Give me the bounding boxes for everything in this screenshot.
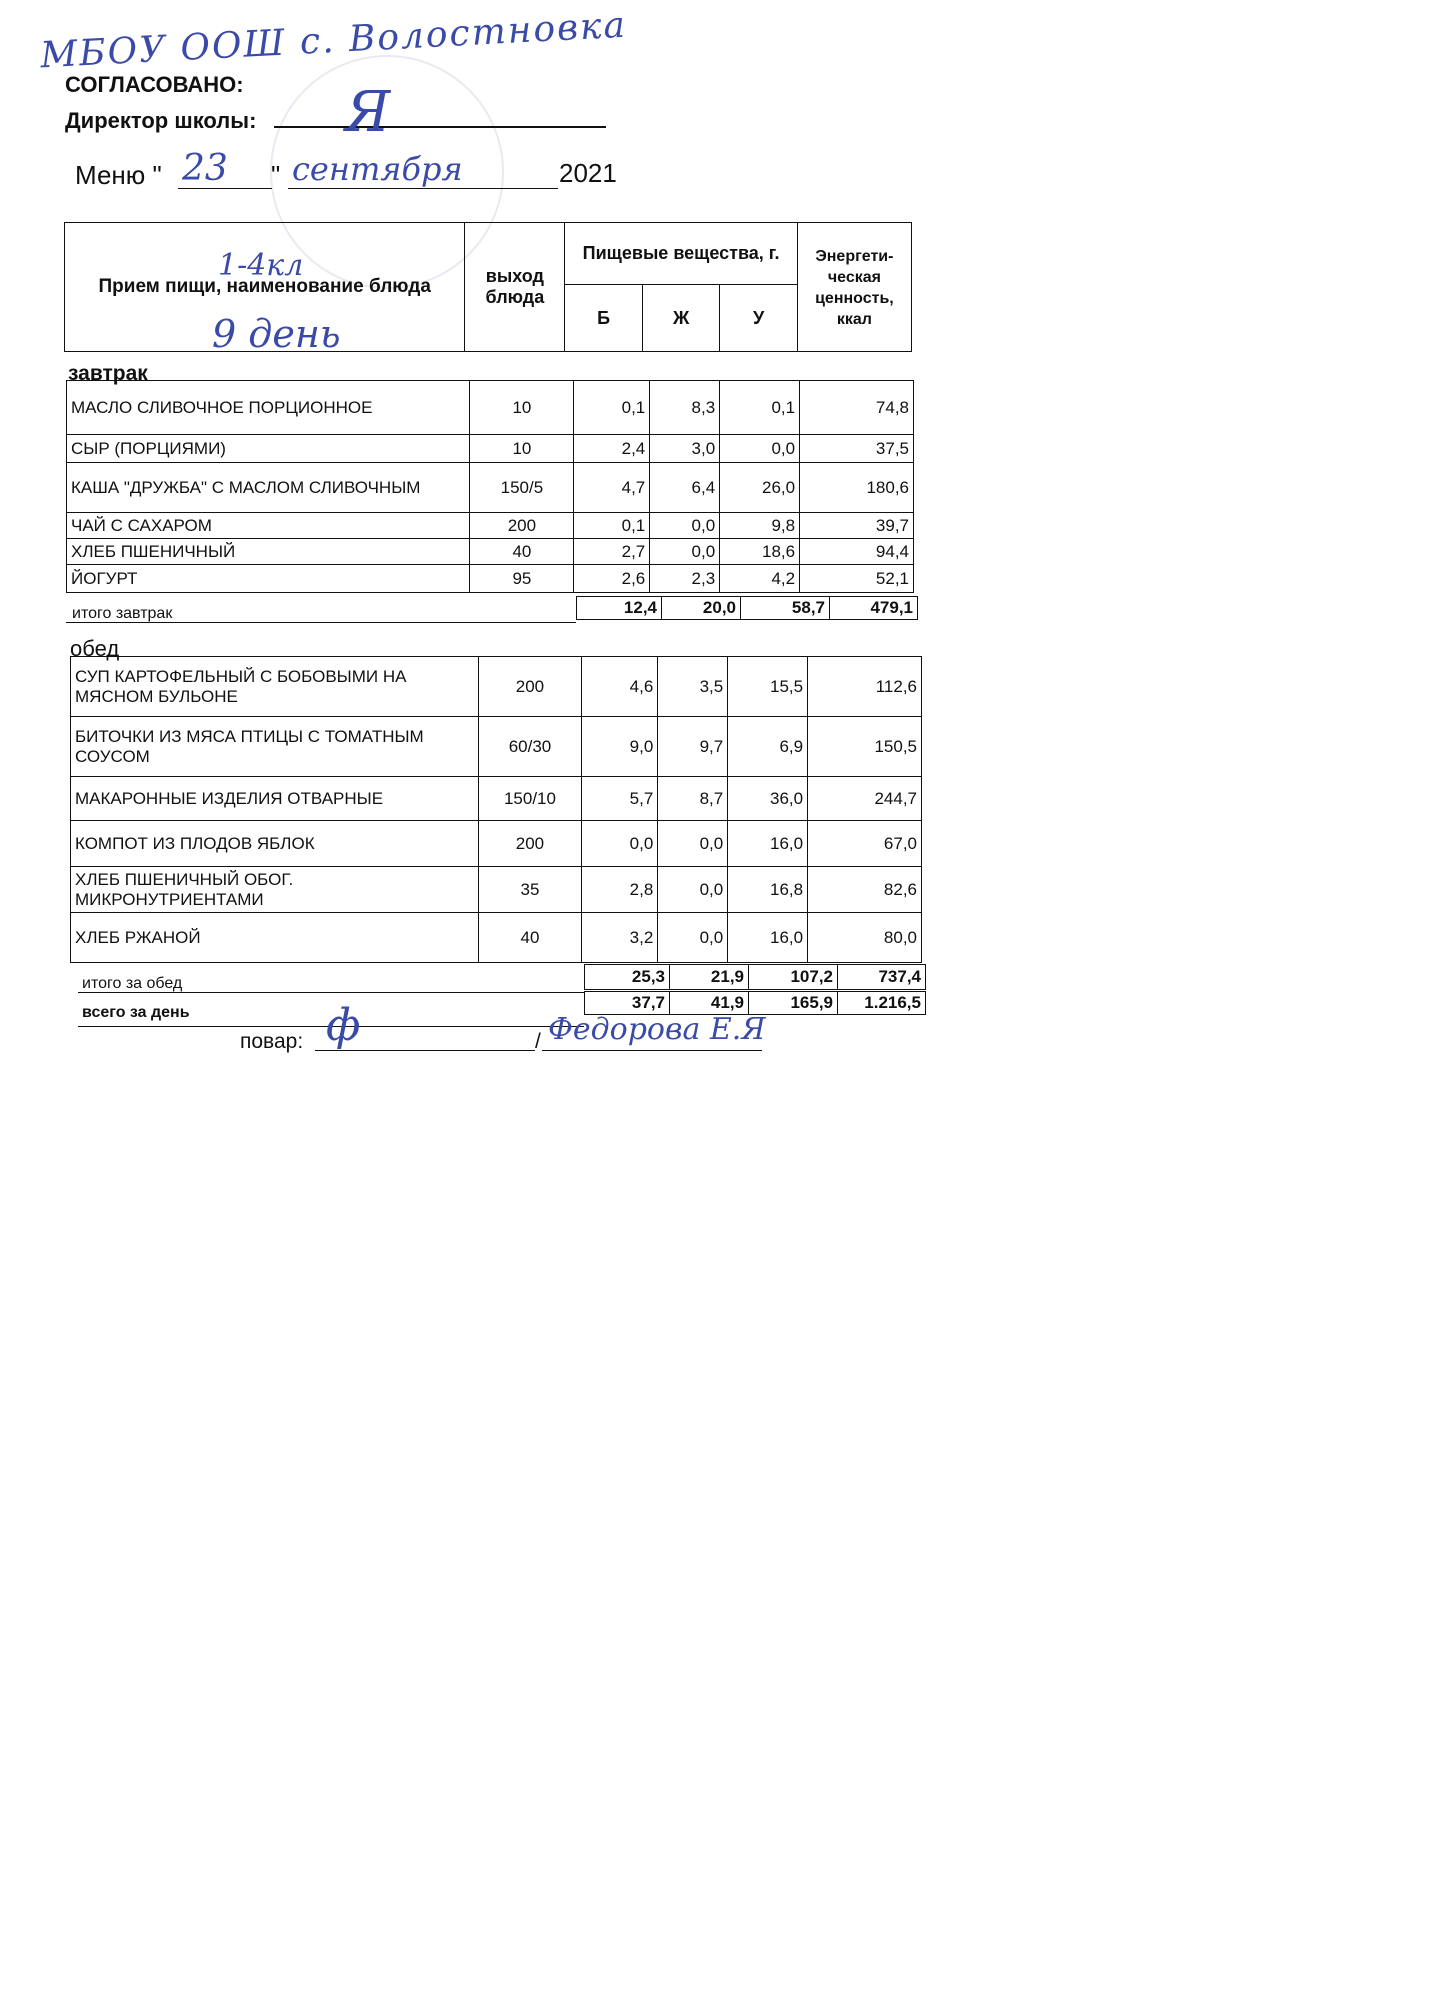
dish-zh: 0,0 bbox=[650, 539, 720, 565]
cook-signature: ф bbox=[326, 1000, 361, 1051]
lunch-total-row bbox=[584, 964, 926, 990]
dish-zh: 0,0 bbox=[650, 513, 720, 539]
breakfast-total-u: 58,7 bbox=[741, 597, 830, 620]
dish-zh: 8,7 bbox=[658, 777, 728, 821]
table-row bbox=[71, 821, 922, 867]
dish-name: ХЛЕБ ПШЕНИЧНЫЙ ОБОГ. МИКРОНУТРИЕНТАМИ bbox=[71, 867, 479, 913]
dish-u: 0,1 bbox=[720, 381, 800, 435]
table-row bbox=[71, 913, 922, 963]
day-total-b: 37,7 bbox=[585, 992, 670, 1015]
dish-yield: 10 bbox=[470, 381, 574, 435]
table-row bbox=[71, 717, 922, 777]
dish-zh: 3,5 bbox=[658, 657, 728, 717]
lunch-total-u: 107,2 bbox=[749, 965, 838, 990]
dish-name: МАКАРОННЫЕ ИЗДЕЛИЯ ОТВАРНЫЕ bbox=[71, 777, 479, 821]
dish-yield: 200 bbox=[478, 821, 582, 867]
dish-u: 6,9 bbox=[728, 717, 808, 777]
table-row bbox=[71, 867, 922, 913]
menu-month-handwritten: сентября bbox=[292, 150, 463, 188]
lunch-table bbox=[70, 656, 922, 963]
day-total-u: 165,9 bbox=[749, 992, 838, 1015]
dish-yield: 150/5 bbox=[470, 463, 574, 513]
dish-kcal: 150,5 bbox=[808, 717, 922, 777]
dish-zh: 0,0 bbox=[658, 867, 728, 913]
dish-kcal: 80,0 bbox=[808, 913, 922, 963]
dish-name: КАША "ДРУЖБА" С МАСЛОМ СЛИВОЧНЫМ bbox=[67, 463, 470, 513]
table-row bbox=[67, 565, 914, 593]
breakfast-total-zh: 20,0 bbox=[662, 597, 741, 620]
dish-kcal: 67,0 bbox=[808, 821, 922, 867]
dish-zh: 2,3 bbox=[650, 565, 720, 593]
dish-name: ХЛЕБ РЖАНОЙ bbox=[71, 913, 479, 963]
class-handwritten: 1-4кл bbox=[218, 248, 304, 283]
breakfast-total-label: итого завтрак bbox=[72, 605, 173, 622]
dish-name: ЙОГУРТ bbox=[67, 565, 470, 593]
menu-label: Меню " bbox=[75, 160, 162, 190]
dish-u: 36,0 bbox=[728, 777, 808, 821]
dish-kcal: 74,8 bbox=[800, 381, 914, 435]
breakfast-total-b: 12,4 bbox=[577, 597, 662, 620]
col-b: Б bbox=[565, 285, 642, 352]
lunch-total-kcal: 737,4 bbox=[838, 965, 926, 990]
dish-u: 18,6 bbox=[720, 539, 800, 565]
dish-u: 16,8 bbox=[728, 867, 808, 913]
dish-b: 2,4 bbox=[574, 435, 650, 463]
col-nutrients: Пищевые вещества, г. bbox=[565, 223, 798, 285]
table-row bbox=[67, 463, 914, 513]
dish-u: 16,0 bbox=[728, 913, 808, 963]
dish-name: ЧАЙ С САХАРОМ bbox=[67, 513, 470, 539]
dish-yield: 150/10 bbox=[478, 777, 582, 821]
cook-name-line bbox=[542, 1050, 762, 1051]
lunch-total-label: итого за обед bbox=[82, 975, 183, 992]
dish-u: 15,5 bbox=[728, 657, 808, 717]
col-yield: выход блюда bbox=[465, 223, 565, 352]
day-total-zh: 41,9 bbox=[670, 992, 749, 1015]
dish-zh: 8,3 bbox=[650, 381, 720, 435]
dish-zh: 6,4 bbox=[650, 463, 720, 513]
dish-b: 4,6 bbox=[582, 657, 658, 717]
dish-b: 5,7 bbox=[582, 777, 658, 821]
dish-u: 0,0 bbox=[720, 435, 800, 463]
table-row bbox=[71, 657, 922, 717]
dish-b: 3,2 bbox=[582, 913, 658, 963]
director-signature: Я bbox=[345, 80, 391, 145]
dish-yield: 95 bbox=[470, 565, 574, 593]
day-total-label: всего за день bbox=[82, 1004, 190, 1021]
dish-name: СУП КАРТОФЕЛЬНЫЙ С БОБОВЫМИ НА МЯСНОМ БУЛЬОНЕ bbox=[71, 657, 479, 717]
breakfast-total-underline bbox=[66, 622, 576, 623]
col-meal-name: Прием пищи, наименование блюда bbox=[65, 223, 465, 352]
approved-label: СОГЛАСОВАНО: bbox=[65, 72, 244, 97]
dish-kcal: 82,6 bbox=[808, 867, 922, 913]
director-signature-line bbox=[274, 126, 606, 128]
menu-day-handwritten: 23 bbox=[182, 148, 228, 189]
dish-b: 4,7 bbox=[574, 463, 650, 513]
day-total-kcal: 1.216,5 bbox=[838, 992, 926, 1015]
dish-b: 9,0 bbox=[582, 717, 658, 777]
dish-kcal: 52,1 bbox=[800, 565, 914, 593]
breakfast-table bbox=[66, 380, 914, 593]
table-row bbox=[67, 539, 914, 565]
dish-kcal: 112,6 bbox=[808, 657, 922, 717]
school-name-handwritten: МБОУ ООШ с. Волостновка bbox=[39, 4, 628, 77]
dish-b: 2,7 bbox=[574, 539, 650, 565]
cook-name-handwritten: Федорова Е.Я bbox=[548, 1012, 766, 1047]
cook-label: повар: bbox=[240, 1030, 304, 1053]
dish-yield: 40 bbox=[470, 539, 574, 565]
col-zh: Ж bbox=[642, 285, 720, 352]
table-row bbox=[71, 777, 922, 821]
table-row bbox=[67, 381, 914, 435]
breakfast-total-kcal: 479,1 bbox=[830, 597, 918, 620]
menu-quote: " bbox=[271, 160, 281, 190]
dish-b: 0,0 bbox=[582, 821, 658, 867]
dish-yield: 60/30 bbox=[478, 717, 582, 777]
dish-u: 16,0 bbox=[728, 821, 808, 867]
lunch-total-zh: 21,9 bbox=[670, 965, 749, 990]
dish-zh: 3,0 bbox=[650, 435, 720, 463]
lunch-total-underline bbox=[78, 992, 584, 993]
table-row bbox=[67, 435, 914, 463]
lunch-total-b: 25,3 bbox=[585, 965, 670, 990]
dish-yield: 200 bbox=[478, 657, 582, 717]
dish-zh: 0,0 bbox=[658, 821, 728, 867]
col-u: У bbox=[720, 285, 797, 352]
breakfast-title: завтрак bbox=[68, 362, 148, 385]
dish-name: БИТОЧКИ ИЗ МЯСА ПТИЦЫ С ТОМАТНЫМ СОУСОМ bbox=[71, 717, 479, 777]
dish-name: ХЛЕБ ПШЕНИЧНЫЙ bbox=[67, 539, 470, 565]
dish-name: СЫР (ПОРЦИЯМИ) bbox=[67, 435, 470, 463]
dish-b: 0,1 bbox=[574, 513, 650, 539]
dish-name: МАСЛО СЛИВОЧНОЕ ПОРЦИОННОЕ bbox=[67, 381, 470, 435]
lunch-title: обед bbox=[70, 636, 120, 661]
breakfast-total-row bbox=[576, 596, 918, 620]
dish-kcal: 37,5 bbox=[800, 435, 914, 463]
cook-slash: / bbox=[535, 1030, 541, 1053]
dish-kcal: 180,6 bbox=[800, 463, 914, 513]
dish-zh: 9,7 bbox=[658, 717, 728, 777]
dish-zh: 0,0 bbox=[658, 913, 728, 963]
dish-kcal: 39,7 bbox=[800, 513, 914, 539]
dish-yield: 35 bbox=[478, 867, 582, 913]
table-row bbox=[67, 513, 914, 539]
dish-kcal: 94,4 bbox=[800, 539, 914, 565]
dish-b: 0,1 bbox=[574, 381, 650, 435]
dish-kcal: 244,7 bbox=[808, 777, 922, 821]
dish-name: КОМПОТ ИЗ ПЛОДОВ ЯБЛОК bbox=[71, 821, 479, 867]
col-energy: Энергети- ческая ценность, ккал bbox=[797, 223, 911, 352]
dish-b: 2,6 bbox=[574, 565, 650, 593]
dish-yield: 200 bbox=[470, 513, 574, 539]
director-label: Директор школы: bbox=[65, 108, 257, 133]
table-header bbox=[64, 222, 912, 352]
dish-b: 2,8 bbox=[582, 867, 658, 913]
dish-u: 26,0 bbox=[720, 463, 800, 513]
menu-year: 2021 bbox=[559, 158, 617, 188]
dish-u: 4,2 bbox=[720, 565, 800, 593]
dish-yield: 40 bbox=[478, 913, 582, 963]
month-underline bbox=[288, 188, 558, 189]
dish-yield: 10 bbox=[470, 435, 574, 463]
dish-u: 9,8 bbox=[720, 513, 800, 539]
day-number-handwritten: 9 день bbox=[212, 312, 341, 356]
